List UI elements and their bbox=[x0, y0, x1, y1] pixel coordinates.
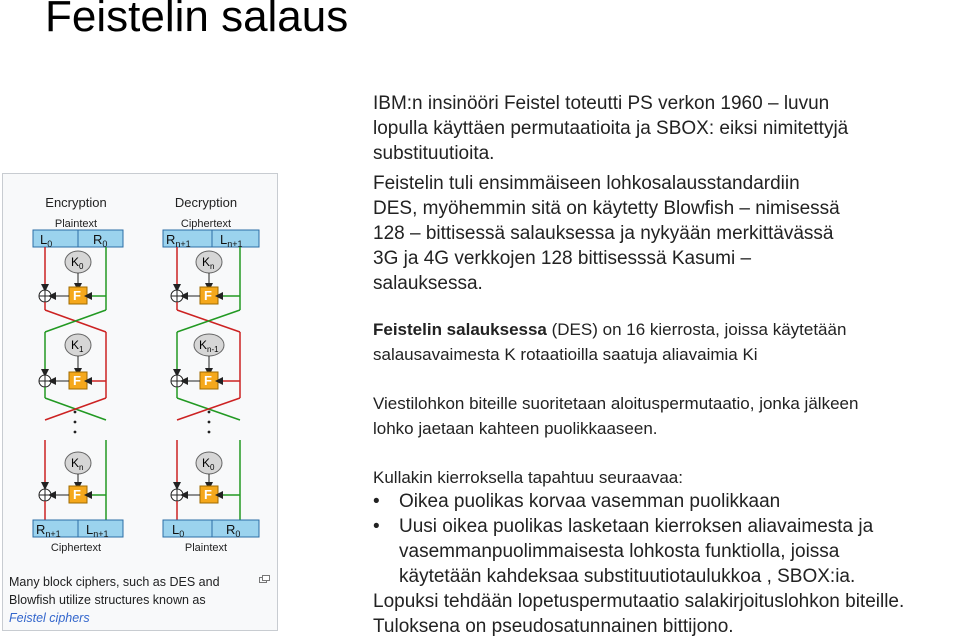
enc-ciphertext-label: Ciphertext bbox=[50, 542, 102, 554]
text-line: Lopuksi tehdään lopetuspermutaatio salakirjoituslohkon biteille. bbox=[373, 591, 905, 612]
bullet-list bbox=[373, 489, 904, 639]
paragraph-rounds bbox=[373, 317, 846, 367]
f-label: F bbox=[73, 288, 81, 303]
f-label: F bbox=[73, 487, 81, 502]
caption-link[interactable]: Feistel ciphers bbox=[9, 611, 90, 625]
dec-bottom-right: $R_0$ bbox=[226, 522, 241, 539]
enc-key-0-label: $K_0$ bbox=[71, 255, 84, 271]
f-label: F bbox=[204, 487, 212, 502]
bullet-text: vasemmanpuolimmaisesta lohkosta funktiolla, joissa bbox=[399, 541, 840, 562]
dec-key-0-label: $K_0$ bbox=[202, 456, 215, 472]
enc-bottom-right: $L_{n+1}$ bbox=[86, 522, 109, 539]
enlarge-icon[interactable] bbox=[259, 575, 270, 583]
text-line: Tuloksena on pseudosatunnainen bittijono. bbox=[373, 616, 734, 637]
slide-title: Feistelin salaus bbox=[45, 0, 349, 41]
paragraph-round-steps bbox=[373, 465, 683, 490]
f-label: F bbox=[204, 288, 212, 303]
bullet-marker: • bbox=[373, 516, 380, 537]
enc-top-right: $R_0$ bbox=[93, 232, 108, 249]
text-span: (DES) on 16 kierrosta, joissa käytetään bbox=[546, 320, 847, 339]
bold-term: Feistelin salauksessa bbox=[373, 320, 547, 339]
enc-bottom-left: $R_{n+1}$ bbox=[36, 522, 61, 539]
dec-key-n-1-label: $K_{n-1}$ bbox=[199, 338, 219, 354]
text-line: 128 – bittisessä salauksessa ja nykyään merkittävässä bbox=[373, 223, 834, 244]
text-line bbox=[373, 317, 846, 342]
text-line: lohko jaetaan kahteen puolikkaaseen. bbox=[373, 419, 658, 438]
text-line: 3G ja 4G verkkojen 128 bittisesssä Kasumi – bbox=[373, 248, 752, 269]
enc-plaintext-label: Plaintext bbox=[54, 218, 98, 230]
text-line: lopulla käyttäen permutaatioita ja SBOX: eiksi nimitettyjä bbox=[373, 118, 849, 139]
dec-ciphertext-label: Ciphertext bbox=[180, 218, 232, 230]
text-line: IBM:n insinööri Feistel toteutti PS verkon 1960 – luvun bbox=[373, 93, 830, 114]
text-line: Feistelin tuli ensimmäiseen lohkosalausstandardiin bbox=[373, 173, 800, 194]
decryption-column bbox=[163, 230, 259, 554]
figure-caption bbox=[9, 573, 239, 627]
enc-key-1-label: $K_1$ bbox=[71, 338, 84, 354]
dec-bottom-left: $L_0$ bbox=[172, 522, 185, 539]
text-line: salauksessa. bbox=[373, 273, 483, 294]
f-label: F bbox=[204, 373, 212, 388]
text-line: Viestilohkon biteille suoritetaan aloituspermutaatio, jonka jälkeen bbox=[373, 394, 859, 413]
paragraph-history bbox=[373, 91, 848, 166]
text-line: substituutioita. bbox=[373, 143, 495, 164]
bullet-text: Uusi oikea puolikas lasketaan kierroksen aliavaimesta ja bbox=[399, 516, 874, 537]
ellipsis-dots bbox=[208, 411, 211, 434]
f-label: F bbox=[73, 373, 81, 388]
dec-top-right: $L_{n+1}$ bbox=[220, 232, 243, 249]
encryption-column bbox=[33, 230, 123, 554]
list-item bbox=[373, 489, 904, 514]
caption-text: Many block ciphers, such as DES and Blowfish utilize structures known as bbox=[9, 575, 220, 607]
text-line: Kullakin kierroksella tapahtuu seuraavaa: bbox=[373, 468, 683, 487]
decryption-title: Decryption bbox=[174, 195, 238, 210]
dec-top-left: $R_{n+1}$ bbox=[166, 232, 191, 249]
paragraph-usage bbox=[373, 171, 840, 296]
ellipsis-dots bbox=[74, 411, 77, 434]
enc-top-left: $L_0$ bbox=[40, 232, 53, 249]
paragraph-permutation bbox=[373, 391, 858, 441]
dec-key-n-label: $K_n$ bbox=[202, 255, 215, 271]
dec-plaintext-label: Plaintext bbox=[184, 542, 228, 554]
bullet-text: Oikea puolikas korvaa vasemman puolikkaan bbox=[399, 491, 781, 512]
bullet-marker: • bbox=[373, 491, 380, 512]
text-line: DES, myöhemmin sitä on käytetty Blowfish – nimisessä bbox=[373, 198, 840, 219]
text-line: salausavaimesta K rotaatioilla saatuja aliavaimia Ki bbox=[373, 345, 758, 364]
list-item bbox=[373, 514, 904, 589]
enc-key-n-label: $K_n$ bbox=[71, 456, 84, 472]
bullet-text: käytetään kahdeksaa substituutiotaulukkoa , SBOX:ia. bbox=[399, 566, 856, 587]
encryption-title: Encryption bbox=[45, 195, 107, 210]
feistel-diagram bbox=[0, 0, 290, 637]
